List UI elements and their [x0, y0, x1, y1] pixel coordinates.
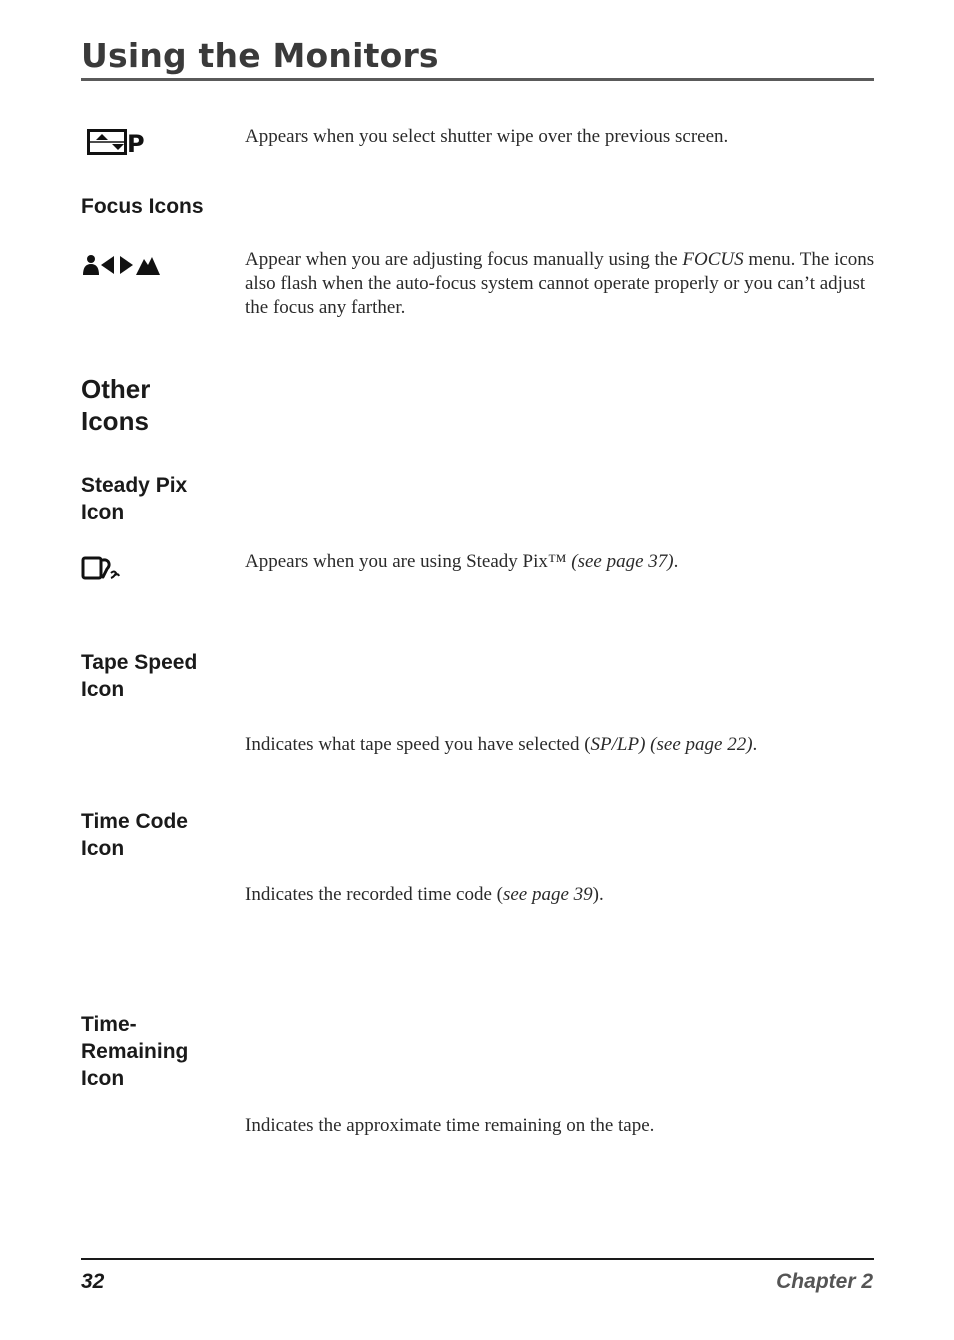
other-heading-line1: Other	[81, 374, 151, 404]
chapter-label: Chapter 2	[776, 1270, 873, 1293]
focus-person-mountain-icon	[82, 253, 162, 277]
title-divider	[81, 78, 874, 81]
steady-text-post: .	[673, 551, 679, 572]
steady-pix-description	[245, 550, 885, 574]
other-heading-line2: Icons	[81, 406, 149, 436]
timecode-text-post: ).	[592, 884, 604, 905]
steady-heading-line2: Icon	[81, 501, 125, 524]
focus-text-post: menu. The icons also flash when the auto-focus system cannot operate properly or you can’t adjust the focus any farther.	[245, 249, 875, 318]
steady-pix-hand-icon	[81, 555, 123, 583]
focus-icons-heading: Focus Icons	[81, 195, 204, 218]
time-remaining-description: Indicates the approximate time remaining on the tape.	[245, 1115, 655, 1136]
shutter-wipe-p-icon	[86, 128, 148, 158]
tape-page-ref: SP/LP) (see page 22)	[590, 734, 753, 755]
tape-heading-line1: Tape Speed	[81, 651, 198, 674]
time-remaining-heading	[81, 1011, 188, 1092]
focus-text-pre: Appear when you are adjusting focus manually using the	[245, 249, 683, 270]
steady-heading-line1: Steady Pix	[81, 474, 188, 497]
focus-description	[245, 248, 885, 320]
page-number: 32	[81, 1270, 105, 1293]
tape-text-post: .	[752, 734, 758, 755]
timecode-heading-line2: Icon	[81, 837, 125, 860]
remaining-heading-line2: Remaining	[81, 1040, 189, 1063]
other-icons-heading	[81, 373, 150, 437]
tape-text-pre: Indicates what tape speed you have selected (	[245, 734, 591, 755]
tape-speed-heading	[81, 649, 197, 703]
timecode-heading-line1: Time Code	[81, 810, 188, 833]
tape-heading-line2: Icon	[81, 678, 125, 701]
focus-menu-name: FOCUS	[682, 249, 744, 270]
steady-pix-heading	[81, 472, 187, 526]
page-title: Using the Monitors	[81, 36, 439, 75]
tape-speed-description	[245, 733, 885, 757]
time-code-heading	[81, 808, 188, 862]
timecode-page-ref: see page 39	[502, 884, 593, 905]
timecode-text-pre: Indicates the recorded time code (	[245, 884, 503, 905]
remaining-heading-line3: Icon	[81, 1067, 125, 1090]
wipe-icon-letter: P	[127, 130, 145, 158]
steady-page-ref: (see page 37)	[571, 551, 674, 572]
footer-divider	[81, 1258, 874, 1260]
remaining-heading-line1: Time-	[81, 1013, 137, 1036]
wipe-description: Appears when you select shutter wipe over the previous screen.	[245, 126, 729, 147]
steady-text-pre: Appears when you are using Steady Pix™	[245, 551, 572, 572]
time-code-description	[245, 883, 885, 907]
